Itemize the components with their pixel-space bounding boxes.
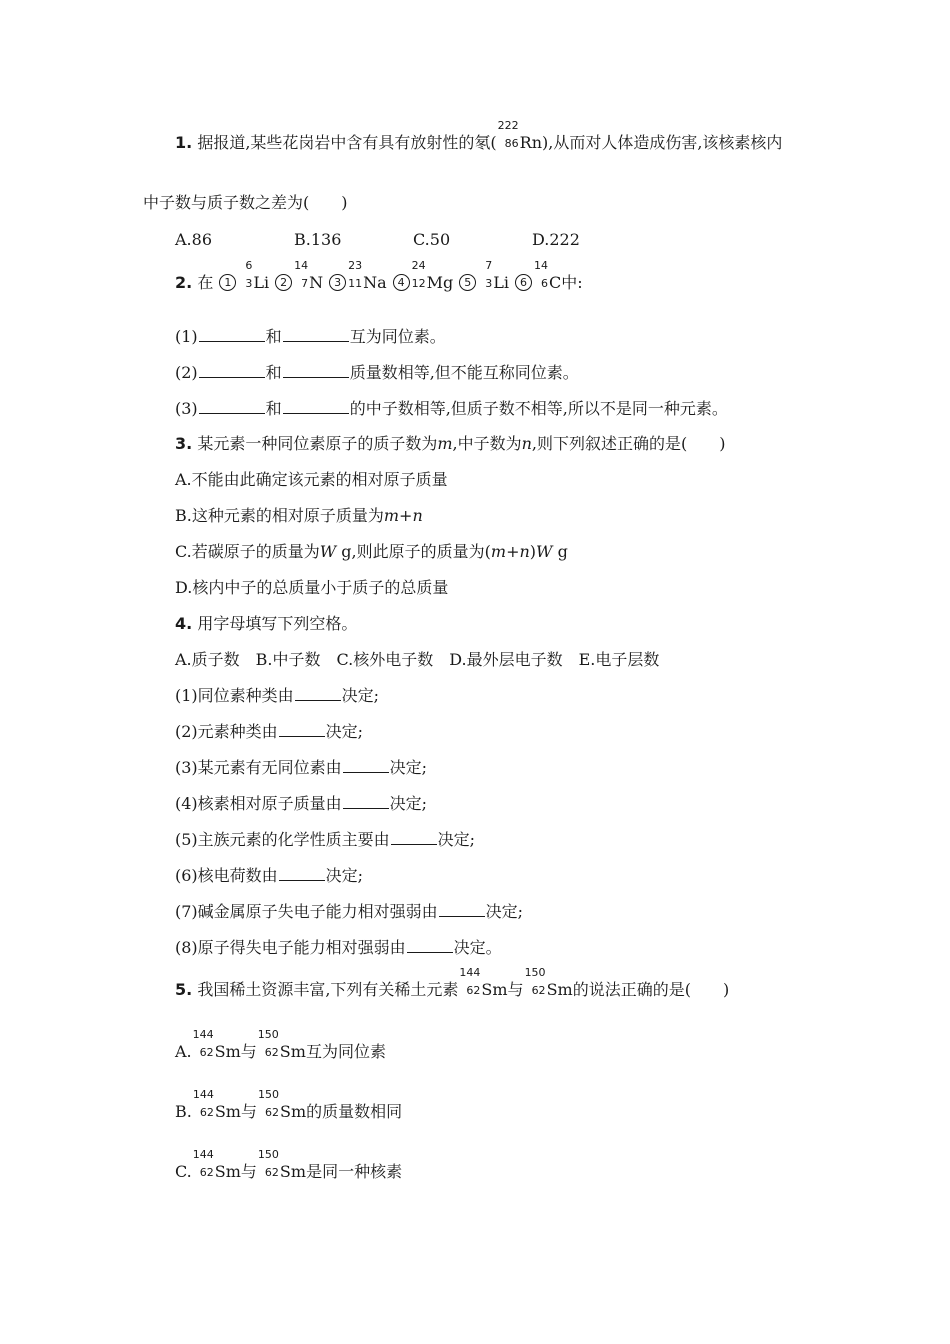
element-symbol: Sm xyxy=(214,1102,241,1121)
sub-end: 质量数相等,但不能互称同位素。 xyxy=(349,363,579,382)
mass-number: 14 xyxy=(534,259,548,272)
atomic-number: 12 xyxy=(411,277,426,290)
atomic-number: 7 xyxy=(301,277,309,290)
var-w: W xyxy=(536,542,553,561)
var-w: W xyxy=(319,542,337,561)
sub-end: 决定; xyxy=(325,722,364,741)
nuclide-sm144 xyxy=(192,1088,241,1123)
sub-label: (2) xyxy=(175,363,198,382)
atomic-number: 3 xyxy=(245,277,253,290)
circled-number-icon: 3 xyxy=(329,274,346,291)
q3-stem-a: 某元素一种同位素原子的质子数为 xyxy=(197,434,438,453)
element-symbol: N xyxy=(309,273,324,292)
q3-option-c-text-d: g xyxy=(552,542,568,561)
option-tail: 的质量数相同 xyxy=(306,1102,403,1121)
answer-blank[interactable] xyxy=(439,902,485,917)
sub-text: (2)元素种类由 xyxy=(175,722,278,741)
q2-line xyxy=(175,259,583,294)
atomic-number: 62 xyxy=(264,1046,279,1059)
q4-sub-7 xyxy=(175,901,523,923)
circled-number-icon: 1 xyxy=(219,274,236,291)
nuclide-sm150 xyxy=(257,1148,307,1183)
nuclide-n xyxy=(293,259,324,294)
atomic-number: 6 xyxy=(541,277,548,290)
q5-option-b xyxy=(175,1088,403,1123)
answer-blank[interactable] xyxy=(279,866,325,881)
element-symbol: Li xyxy=(253,273,270,292)
nuclide-sm150 xyxy=(524,966,573,1001)
answer-blank[interactable] xyxy=(283,399,349,414)
q3-option-c-text-c: ) xyxy=(529,542,537,561)
q4-sub-8 xyxy=(175,937,502,959)
answer-blank[interactable] xyxy=(283,363,349,378)
atomic-number: 11 xyxy=(348,277,363,290)
atomic-number: 62 xyxy=(199,1106,214,1119)
q2-sub-2 xyxy=(175,362,579,384)
answer-blank[interactable] xyxy=(343,758,389,773)
nuclide-sm144 xyxy=(192,1028,241,1063)
answer-blank[interactable] xyxy=(199,327,265,342)
element-symbol: Na xyxy=(363,273,387,292)
q1-line xyxy=(175,119,783,154)
element-symbol: Sm xyxy=(481,980,508,999)
answer-blank[interactable] xyxy=(343,794,389,809)
mass-number: 144 xyxy=(459,966,481,979)
q5-join: 与 xyxy=(507,980,524,999)
answer-blank[interactable] xyxy=(407,938,453,953)
element-symbol: Mg xyxy=(426,273,454,292)
mass-number: 14 xyxy=(294,259,309,272)
atomic-number: 62 xyxy=(199,1166,214,1179)
nuclide-li xyxy=(237,259,270,294)
q1-text-a: 据报道,某些花岗岩中含有具有放射性的氡 xyxy=(197,133,491,152)
answer-blank[interactable] xyxy=(279,722,325,737)
mass-number: 144 xyxy=(192,1028,214,1041)
nuclide-li xyxy=(477,259,509,294)
q3-option-d: D.核内中子的总质量小于质子的总质量 xyxy=(175,578,449,597)
q3-option-c xyxy=(175,541,568,563)
mass-number: 150 xyxy=(257,1028,279,1041)
q4-stem-text: 用字母填写下列空格。 xyxy=(197,614,358,633)
element-symbol: Li xyxy=(493,273,509,292)
q4-choices: A.质子数 B.中子数 C.核外电子数 D.最外层电子数 E.电子层数 xyxy=(175,650,660,669)
q3-stem xyxy=(175,433,725,455)
sub-end: 决定。 xyxy=(453,938,502,957)
sub-end: 决定; xyxy=(437,830,476,849)
answer-blank[interactable] xyxy=(295,686,341,701)
q4-sub-4 xyxy=(175,793,427,815)
nuclide-sm144 xyxy=(459,966,508,1001)
q5-option-a xyxy=(175,1028,386,1063)
q4-stem xyxy=(175,613,357,635)
mass-number: 222 xyxy=(497,119,519,132)
q1-paren-open: ( xyxy=(490,133,497,152)
q4-sub-1 xyxy=(175,685,379,707)
q1-option-c: C.50 xyxy=(413,230,451,249)
atomic-number: 62 xyxy=(264,1166,279,1179)
q1-option-b: B.136 xyxy=(294,230,342,249)
q1-options xyxy=(175,229,651,251)
element-symbol: C xyxy=(549,273,562,292)
atomic-number: 86 xyxy=(504,137,519,150)
q5-stem xyxy=(175,966,730,1001)
sub-label: (1) xyxy=(175,327,198,346)
q3-option-a: A.不能由此确定该元素的相对原子质量 xyxy=(175,470,448,489)
mass-number: 144 xyxy=(192,1148,214,1161)
sub-mid: 和 xyxy=(265,363,282,382)
circled-number-icon: 5 xyxy=(459,274,476,291)
q2-tail: 中: xyxy=(561,273,583,292)
option-tail: 是同一种核素 xyxy=(306,1162,403,1181)
sub-text: (7)碱金属原子失电子能力相对强弱由 xyxy=(175,902,438,921)
q5-number: 5. xyxy=(175,980,193,999)
q3-option-b-text: B.这种元素的相对原子质量为 xyxy=(175,506,384,525)
q3-option-c-text-a: C.若碳原子的质量为 xyxy=(175,542,320,561)
q4-number: 4. xyxy=(175,614,193,633)
mass-number: 7 xyxy=(485,259,493,272)
atomic-number: 62 xyxy=(199,1046,214,1059)
element-symbol: Sm xyxy=(279,1162,307,1181)
answer-blank[interactable] xyxy=(391,830,437,845)
q5-join: 与 xyxy=(240,1042,257,1061)
atomic-number: 62 xyxy=(466,984,481,997)
atomic-number: 3 xyxy=(485,277,493,290)
q5-join: 与 xyxy=(240,1162,257,1181)
sub-end: 互为同位素。 xyxy=(349,327,446,346)
var-m: m xyxy=(437,434,453,453)
q1-number: 1. xyxy=(175,133,193,152)
nuclide-mg xyxy=(411,259,454,294)
mass-number: 6 xyxy=(245,259,253,272)
q1-continuation: 中子数与质子数之差为( ) xyxy=(143,193,348,212)
nuclide-rn xyxy=(497,119,543,154)
sub-mid: 和 xyxy=(265,327,282,346)
nuclide-c xyxy=(533,259,562,294)
var-n: n xyxy=(521,434,532,453)
option-label: B. xyxy=(175,1102,192,1121)
circled-number-icon: 6 xyxy=(515,274,532,291)
nuclide-sm150 xyxy=(257,1028,306,1063)
q2-sub-3 xyxy=(175,398,728,420)
q3-stem-c: ,则下列叙述正确的是( ) xyxy=(531,434,726,453)
mass-number: 23 xyxy=(348,259,363,272)
mass-number: 144 xyxy=(192,1088,214,1101)
sub-end: 决定; xyxy=(389,794,428,813)
element-symbol: Sm xyxy=(280,1102,307,1121)
atomic-number: 62 xyxy=(265,1106,279,1119)
sub-end: 决定; xyxy=(341,686,380,705)
element-symbol: Rn xyxy=(519,133,543,152)
sub-text: (4)核素相对原子质量由 xyxy=(175,794,342,813)
sub-end: 决定; xyxy=(325,866,364,885)
sub-end: 的中子数相等,但质子数不相等,所以不是同一种元素。 xyxy=(349,399,728,418)
element-symbol: Sm xyxy=(214,1042,241,1061)
q1-option-a: A.86 xyxy=(175,230,212,249)
sub-text: (8)原子得失电子能力相对强弱由 xyxy=(175,938,406,957)
option-label: A. xyxy=(175,1042,192,1061)
q2-nuclide-list xyxy=(213,259,562,292)
q2-lead: 在 xyxy=(197,273,214,292)
sub-mid: 和 xyxy=(265,399,282,418)
sub-text: (5)主族元素的化学性质主要由 xyxy=(175,830,390,849)
nuclide-na xyxy=(347,259,387,294)
element-symbol: Sm xyxy=(214,1162,241,1181)
atomic-number: 62 xyxy=(531,984,546,997)
sub-text: (6)核电荷数由 xyxy=(175,866,278,885)
q3-stem-b: ,中子数为 xyxy=(452,434,522,453)
sub-end: 决定; xyxy=(485,902,524,921)
q3-option-b-expr: m+n xyxy=(383,506,423,525)
q5-option-c xyxy=(175,1148,403,1183)
q2-sub-1 xyxy=(175,326,446,348)
q4-sub-5 xyxy=(175,829,475,851)
sub-end: 决定; xyxy=(389,758,428,777)
q3-option-c-text-b: g,则此原子的质量为( xyxy=(336,542,491,561)
q1-text-b: ),从而对人体造成伤害,该核素核内 xyxy=(542,133,783,152)
var-mn: m+n xyxy=(490,542,530,561)
option-tail: 互为同位素 xyxy=(305,1042,386,1061)
q1-option-d: D.222 xyxy=(532,230,580,249)
answer-blank[interactable] xyxy=(283,327,349,342)
sub-text: (1)同位素种类由 xyxy=(175,686,294,705)
sub-label: (3) xyxy=(175,399,198,418)
q4-sub-3 xyxy=(175,757,427,779)
answer-blank[interactable] xyxy=(199,363,265,378)
q4-sub-2 xyxy=(175,721,363,743)
mass-number: 24 xyxy=(411,259,426,272)
mass-number: 150 xyxy=(257,1148,279,1161)
answer-blank[interactable] xyxy=(199,399,265,414)
mass-number: 150 xyxy=(524,966,546,979)
nuclide-sm144 xyxy=(192,1148,241,1183)
q3-option-b xyxy=(175,505,423,527)
option-label: C. xyxy=(175,1162,192,1181)
q4-sub-6 xyxy=(175,865,363,887)
circled-number-icon: 2 xyxy=(275,274,292,291)
element-symbol: Sm xyxy=(279,1042,306,1061)
nuclide-sm150 xyxy=(258,1088,307,1123)
sub-text: (3)某元素有无同位素由 xyxy=(175,758,342,777)
q2-number: 2. xyxy=(175,273,193,292)
mass-number: 150 xyxy=(258,1088,279,1101)
q3-number: 3. xyxy=(175,434,193,453)
q5-join: 与 xyxy=(240,1102,257,1121)
element-symbol: Sm xyxy=(546,980,573,999)
q5-stem-b: 的说法正确的是( ) xyxy=(572,980,730,999)
q5-stem-a: 我国稀土资源丰富,下列有关稀土元素 xyxy=(197,980,459,999)
circled-number-icon: 4 xyxy=(393,274,410,291)
